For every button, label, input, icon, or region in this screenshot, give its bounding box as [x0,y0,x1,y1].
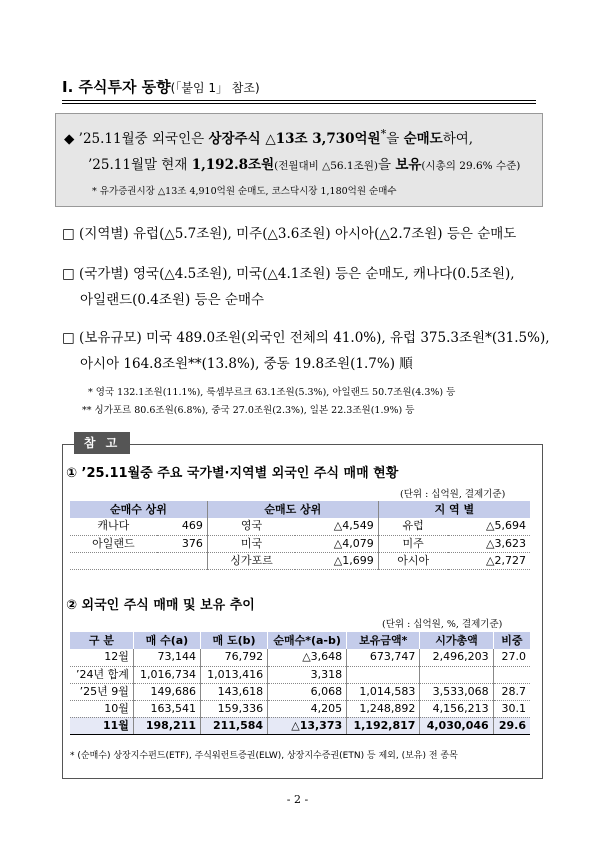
cell: △13,373 [268,717,347,734]
bullet-country: □ (국가별) 영국(△4.5조원), 미국(△4.1조원) 등은 순매도, 캐나다(0.5조원), [62,266,515,282]
cell: 163,541 [133,700,200,717]
title-rule [62,100,536,101]
cell: 미주 [378,535,447,552]
cell: 아시아 [378,552,447,569]
hl1-pre: ◆ ’25.11월중 외국인은 [64,131,209,147]
header-net: 순매수*(a-b) [268,632,347,649]
highlight-note: * 유가증권시장 △13조 4,910억원 순매도, 코스닥시장 1,180억원 순매수 [92,186,397,197]
hl2-small1: (전월대비 △56.1조원) [274,160,378,172]
cell: 미국 [207,535,295,552]
cell: ’24년 합계 [70,666,133,683]
title-rule-thin [62,103,536,104]
hl2-small2: (시총의 29.6% 수준) [421,160,521,172]
header-category: 구 분 [70,632,133,649]
bullet-region: □ (지역별) 유럽(△5.7조원), 미주(△3.6조원) 아시아(△2.7조원) 등은 순매도 [62,226,517,242]
cell: △3,623 [448,535,530,552]
cell: 아일랜드 [70,535,157,552]
cell: △5,694 [448,518,530,535]
ref-unit-2: (단위 : 십억원, %, 결제기준) [382,619,503,630]
cell: △2,727 [448,552,530,569]
hl1-post: 하여, [442,131,474,147]
cell: 10월 [70,700,133,717]
header-region: 지 역 별 [378,501,530,518]
cell: 6,068 [268,683,347,700]
table-row [70,683,530,700]
cell: 4,030,046 [420,717,493,734]
cell: 211,584 [200,717,267,734]
cell: △1,699 [295,552,378,569]
header-market-cap: 시가총액 [420,632,493,649]
cell: 3,318 [268,666,347,683]
table-row [70,649,530,666]
cell: △4,079 [295,535,378,552]
trade-holding-trend-table [70,632,530,735]
table-header-row [70,501,530,518]
cell: 유럽 [378,518,447,535]
cell: 1,013,416 [200,666,267,683]
cell [70,552,157,569]
cell: 29.6 [493,717,530,734]
table-row [70,700,530,717]
cell: 싱가포르 [207,552,295,569]
cell: 673,747 [347,649,420,666]
cell: 4,156,213 [420,700,493,717]
bullet-holdings-cont: 아시아 164.8조원**(13.8%), 중동 19.8조원(1.7%) 順 [80,356,413,372]
table-row [70,535,530,552]
cell: 4,205 [268,700,347,717]
ref-unit-1: (단위 : 십억원, 결제기준) [400,489,506,500]
hl1-bold1: 상장주식 [208,131,261,147]
section-title [62,76,260,97]
header-net-sell: 순매도 상위 [207,501,378,518]
header-buy: 매 수(a) [133,632,200,649]
highlight-line-2 [88,153,520,173]
hl1-amount: △13조 3,730억원 [260,131,381,147]
bullet-country-cont: 아일랜드(0.4조원) 등은 순매수 [80,292,265,308]
hl1-sup: * [380,127,387,141]
table-row [70,552,530,569]
bullet-holdings: □ (보유규모) 미국 489.0조원(외국인 전체의 41.0%), 유럽 375.3조원*(31.5%), [62,330,550,346]
cell [493,666,530,683]
trade-by-country-table [70,501,530,570]
cell [157,552,208,569]
footnote-1: * 영국 132.1조원(11.1%), 룩셈부르크 63.1조원(5.3%), 아일랜드 50.7조원(4.3%) 등 [88,387,456,398]
cell: 캐나다 [70,518,157,535]
cell: 376 [157,535,208,552]
hl1-mid: 을 [386,131,404,147]
cell: 1,016,734 [133,666,200,683]
hl2-pre: ’25.11월말 현재 [88,157,192,173]
cell: 3,533,068 [420,683,493,700]
page-number: - 2 - [286,793,309,806]
cell: 143,618 [200,683,267,700]
cell: 159,336 [200,700,267,717]
cell: 1,014,583 [347,683,420,700]
table-header-row [70,632,530,649]
cell [420,666,493,683]
cell: 27.0 [493,649,530,666]
cell: 76,792 [200,649,267,666]
header-sell: 매 도(b) [200,632,267,649]
reference-tag: 참 고 [74,432,130,454]
cell: 11월 [70,717,133,734]
table-row [70,518,530,535]
header-holdings: 보유금액* [347,632,420,649]
cell: 28.7 [493,683,530,700]
cell: 1,248,892 [347,700,420,717]
cell: 2,496,203 [420,649,493,666]
cell: 영국 [207,518,295,535]
table-note: * (순매수) 상장지수펀드(ETF), 주식워런트증권(ELW), 상장지수증권(ETN) 등 제외, (보유) 전 종목 [70,751,458,761]
hl2-bold2: 보유 [395,157,422,173]
cell: 12월 [70,649,133,666]
hl2-mid: 을 [377,157,396,173]
cell: ’25년 9월 [70,683,133,700]
hl2-bold1: 1,192.8조원 [191,157,275,173]
cell: △3,648 [268,649,347,666]
ref-subheading-2: ② 외국인 주식 매매 및 보유 추이 [66,598,255,613]
hl1-bold2: 순매도 [403,131,443,147]
cell: 1,192,817 [347,717,420,734]
cell: 198,211 [133,717,200,734]
highlight-line-1 [64,127,473,147]
cell [347,666,420,683]
table-row-current [70,717,530,734]
footnote-2: ** 싱가포르 80.6조원(6.8%), 중국 27.0조원(2.3%), 일본 22.3조원(1.9%) 등 [82,405,415,416]
section-ref: (「붙임 1」 참조) [170,81,260,95]
header-share: 비중 [493,632,530,649]
cell: △4,549 [295,518,378,535]
cell: 30.1 [493,700,530,717]
cell: 73,144 [133,649,200,666]
ref-subheading-1: ① ’25.11월중 주요 국가별·지역별 외국인 주식 매매 현황 [66,466,399,481]
section-title-text: Ⅰ. 주식투자 동향 [62,78,171,96]
cell: 149,686 [133,683,200,700]
header-net-buy: 순매수 상위 [70,501,207,518]
cell: 469 [157,518,208,535]
table-row [70,666,530,683]
